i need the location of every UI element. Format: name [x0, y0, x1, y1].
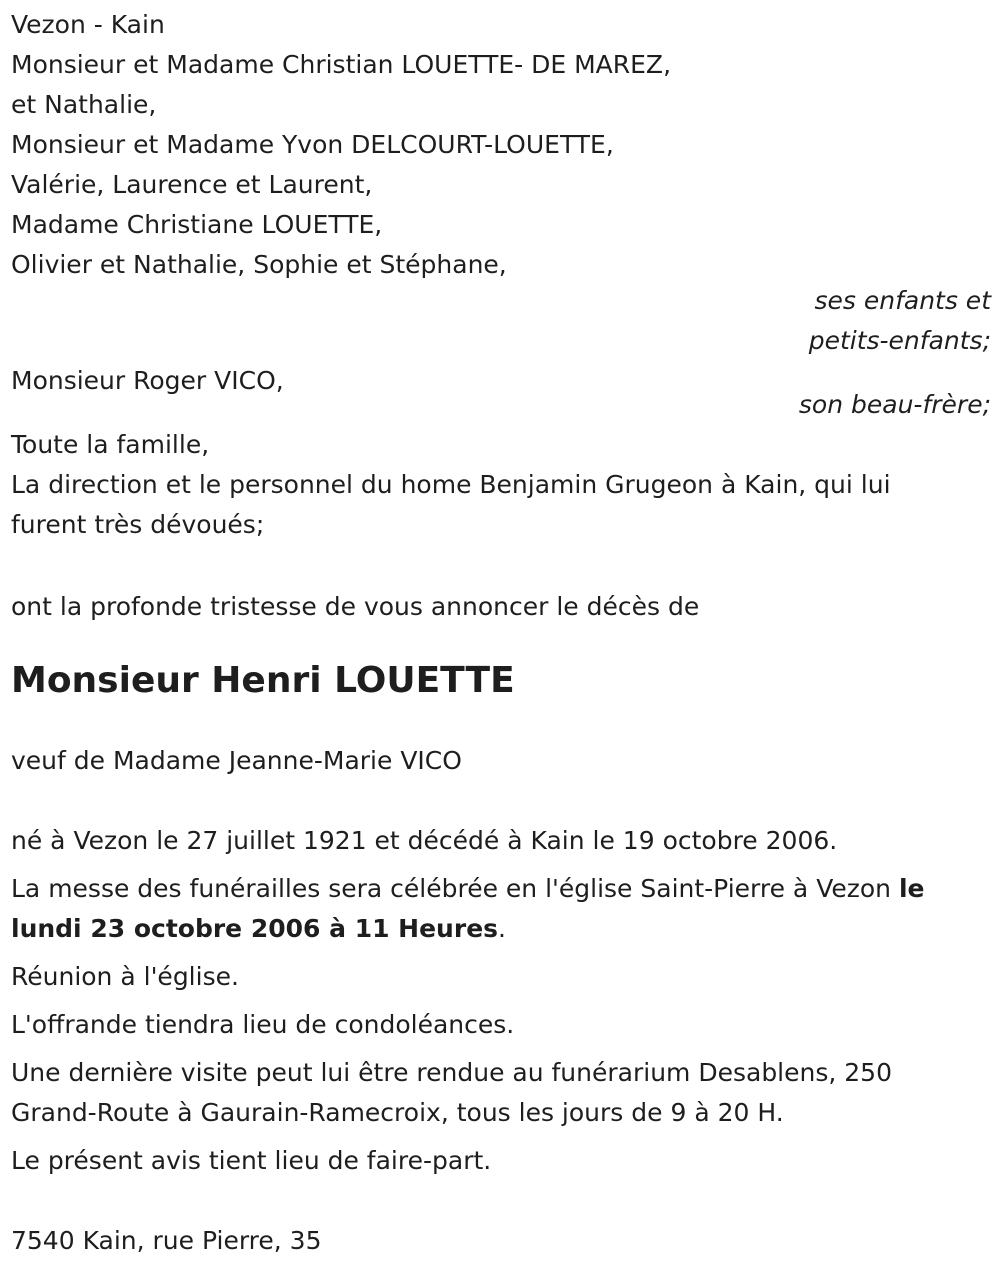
- family-line-5: Madame Christiane LOUETTE,: [11, 210, 383, 239]
- birth-death-text: né à Vezon le 27 juillet 1921 et décédé à Kain le 19 octobre 2006.: [11, 826, 838, 855]
- family-line-8: Toute la famille,: [11, 430, 210, 459]
- mass-paragraph: [11, 869, 986, 949]
- deceased-name: Monsieur Henri LOUETTE: [11, 660, 515, 701]
- meeting-text: Réunion à l'église.: [11, 962, 239, 991]
- address-text: 7540 Kain, rue Pierre, 35: [11, 1226, 322, 1255]
- relation-grandchildren: petits-enfants;: [808, 326, 991, 355]
- mass-end: .: [498, 914, 506, 943]
- announcement-text: ont la profonde tristesse de vous annoncer le décès de: [11, 592, 700, 621]
- relation-children: ses enfants et: [814, 286, 991, 315]
- mass-text: La messe des funérailles sera célébrée en l'église Saint-Pierre à Vezon: [11, 874, 899, 903]
- location-heading: Vezon - Kain: [11, 10, 165, 39]
- obituary-notice: [11, 5, 991, 1261]
- relation-brother-in-law: son beau-frère;: [798, 390, 991, 419]
- family-line-6: Olivier et Nathalie, Sophie et Stéphane,: [11, 250, 507, 279]
- family-line-1: Monsieur et Madame Christian LOUETTE- DE MAREZ,: [11, 50, 672, 79]
- notice-text: Le présent avis tient lieu de faire-part.: [11, 1146, 492, 1175]
- family-line-9: La direction et le personnel du home Benjamin Grugeon à Kain, qui lui furent très dévoués;: [11, 470, 891, 539]
- family-line-3: Monsieur et Madame Yvon DELCOURT-LOUETTE,: [11, 130, 614, 159]
- visit-text: Une dernière visite peut lui être rendue au funérarium Desablens, 250 Grand-Route à Gaurain-Ramecroix, tous les jours de 9 à 20 H.: [11, 1058, 892, 1127]
- family-line-7: Monsieur Roger VICO,: [11, 366, 284, 395]
- mass-date: le lundi 23 octobre 2006 à 11 Heures: [11, 874, 925, 943]
- offering-text: L'offrande tiendra lieu de condoléances.: [11, 1010, 515, 1039]
- family-line-2: et Nathalie,: [11, 90, 157, 119]
- family-line-4: Valérie, Laurence et Laurent,: [11, 170, 373, 199]
- widower-text: veuf de Madame Jeanne-Marie VICO: [11, 746, 462, 775]
